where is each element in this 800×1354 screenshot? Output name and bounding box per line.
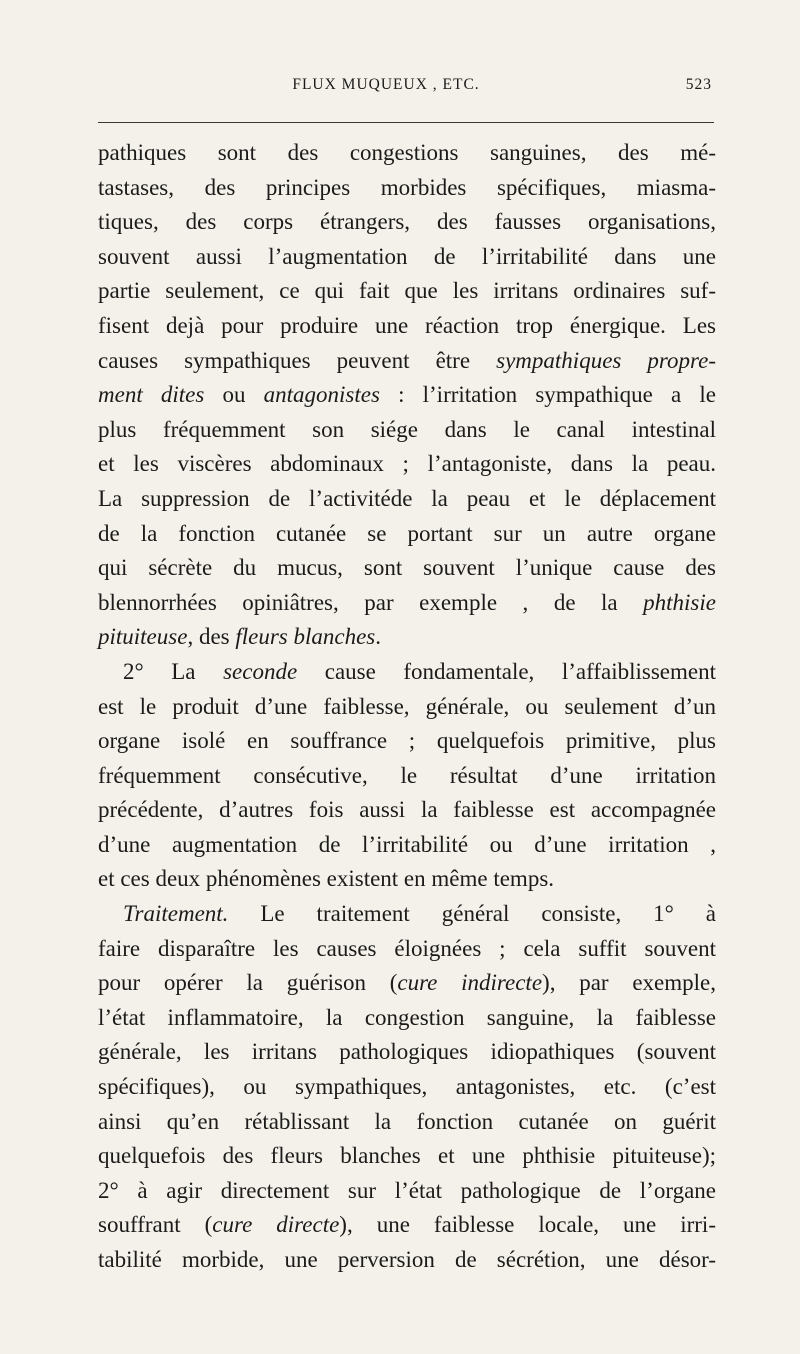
text-line: 2° La seconde cause fondamentale, l’affaiblissement xyxy=(123,658,716,684)
text-line: spécifiques), ou sympathiques, antagonistes, etc. (c’est xyxy=(98,1074,716,1100)
paragraph-3 xyxy=(98,897,716,1278)
page-header xyxy=(60,76,712,106)
text-line: et ces deux phénomènes existent en même temps. xyxy=(98,866,555,892)
text-line: quelquefois des fleurs blanches et une phthisie pituiteuse); xyxy=(98,1143,716,1169)
text-line: est le produit d’une faiblesse, générale, ou seulement d’un xyxy=(98,693,716,719)
text-line: organe isolé en souffrance ; quelquefois primitive, plus xyxy=(98,728,716,754)
text-line: souffrant (cure directe), une faiblesse locale, une irri- xyxy=(98,1212,716,1238)
text-line: causes sympathiques peuvent être sympathiques propre- xyxy=(98,347,716,373)
text-line: générale, les irritans pathologiques idiopathiques (souvent xyxy=(98,1039,716,1065)
paragraph-1 xyxy=(98,136,716,655)
text-line: ainsi qu’en rétablissant la fonction cutanée on guérit xyxy=(98,1108,716,1134)
text-line: plus fréquemment son siége dans le canal intestinal xyxy=(98,416,716,442)
text-line: Traitement. Le traitement général consiste, 1° à xyxy=(123,901,716,927)
text-line: l’état inflammatoire, la congestion sanguine, la faiblesse xyxy=(98,1004,716,1030)
text-line: faire disparaître les causes éloignées ; cela suffit souvent xyxy=(98,935,716,961)
text-line: ment dites ou antagonistes : l’irritation sympathique a le xyxy=(98,382,716,408)
text-line: tiques, des corps étrangers, des fausses organisations, xyxy=(98,209,716,235)
text-line: qui sécrète du mucus, sont souvent l’unique cause des xyxy=(98,555,716,581)
page-number: 523 xyxy=(685,76,712,93)
text-line: pathiques sont des congestions sanguines, des mé- xyxy=(98,140,716,165)
text-line: souvent aussi l’augmentation de l’irritabilité dans une xyxy=(98,243,716,269)
text-line: pituiteuse, des fleurs blanches. xyxy=(98,624,382,650)
body-text xyxy=(98,136,716,1278)
text-line: fréquemment consécutive, le résultat d’une irritation xyxy=(98,762,716,788)
text-line: partie seulement, ce qui fait que les irritans ordinaires suf- xyxy=(98,278,716,304)
text-line: précédente, d’autres fois aussi la faiblesse est accompagnée xyxy=(98,797,716,823)
text-line: 2° à agir directement sur l’état pathologique de l’organe xyxy=(98,1177,716,1203)
running-title: FLUX MUQUEUX , ETC. xyxy=(292,76,480,93)
text-line: et les viscères abdominaux ; l’antagoniste, dans la peau. xyxy=(98,451,716,477)
text-line: de la fonction cutanée se portant sur un autre organe xyxy=(98,520,716,546)
text-line: d’une augmentation de l’irritabilité ou d’une irritation , xyxy=(98,831,716,857)
text-line: pour opérer la guérison (cure indirecte), par exemple, xyxy=(98,970,716,996)
paragraph-2 xyxy=(98,655,716,897)
text-line: tabilité morbide, une perversion de sécrétion, une désor- xyxy=(98,1247,716,1272)
text-line: fisent dejà pour produire une réaction trop énergique. Les xyxy=(98,312,716,338)
text-line: blennorrhées opiniâtres, par exemple , de la phthisie xyxy=(98,589,716,615)
text-line: tastases, des principes morbides spécifiques, miasma- xyxy=(98,174,716,200)
text-line: La suppression de l’activitéde la peau et le déplacement xyxy=(98,485,716,511)
header-rule xyxy=(98,122,714,123)
